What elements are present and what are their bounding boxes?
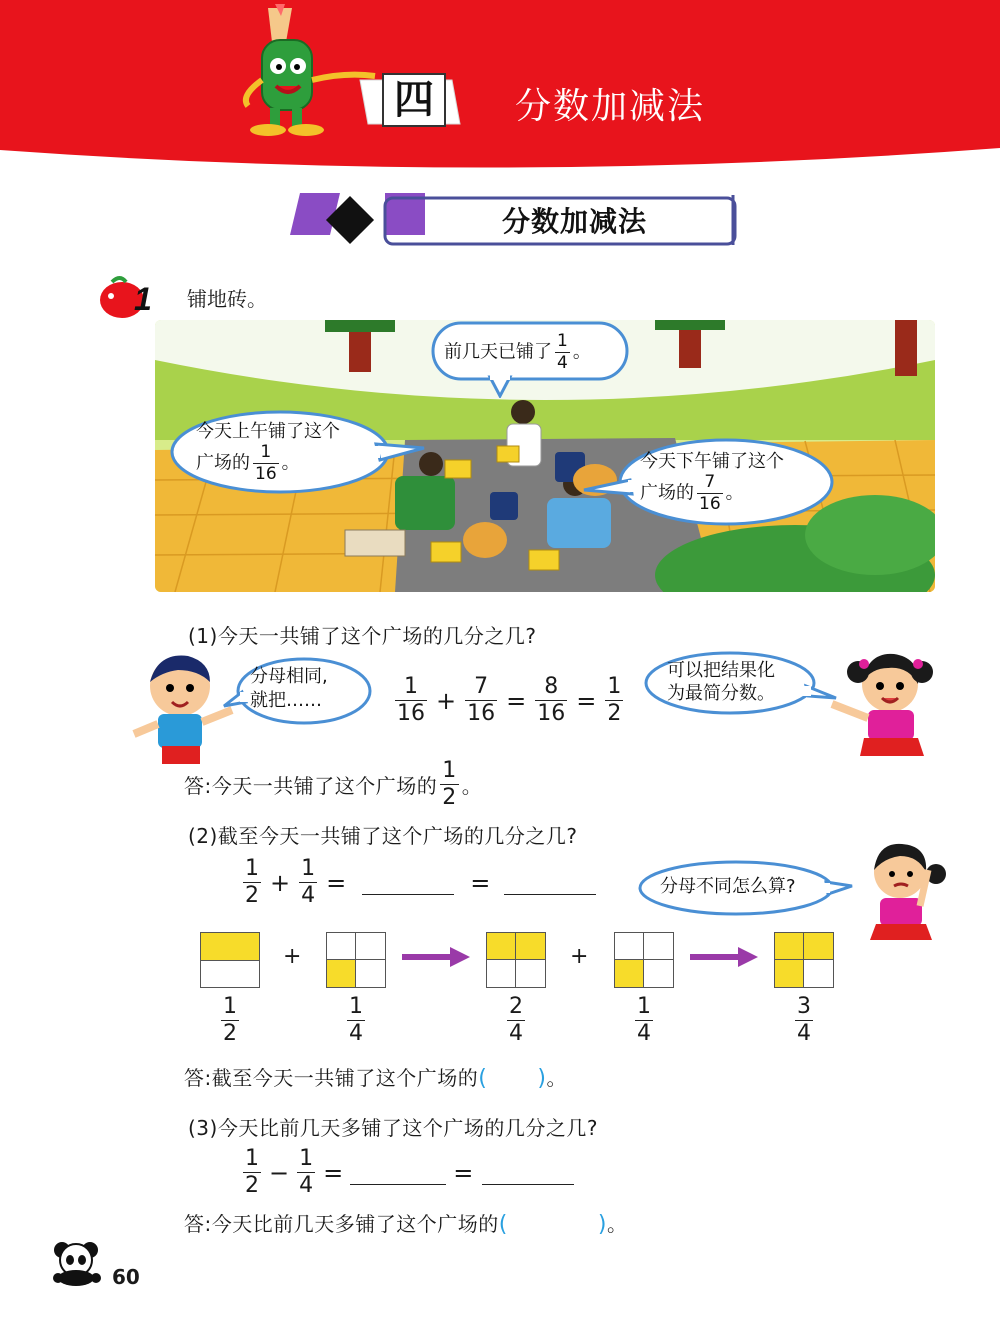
answer-2-end: 。 [546,1066,567,1090]
fraction [297,1148,315,1197]
fraction [299,858,317,907]
equals-sign: = [326,868,347,897]
bubble-left-end: 。 [281,452,300,474]
square-quarter-shaded [326,932,386,988]
answer-1-text: 答:今天一共铺了这个广场的 [184,774,438,798]
answer-blank[interactable] [350,1182,446,1185]
fraction [555,333,570,372]
numerator: 8 [544,674,559,699]
question-2: (2)截至今天一共铺了这个广场的几分之几? [188,824,578,848]
numerator: 7 [474,674,489,699]
numerator: 1 [404,674,418,699]
section-title: 分数加减法 [502,205,648,238]
fraction [605,676,623,725]
bubble-right-line1: 今天下午铺了这个 [640,451,784,472]
square-half-shaded [200,932,260,988]
diagram-label [632,996,656,1045]
girl-thinking-icon [854,836,950,946]
bubble-left-line1: 今天上午铺了这个 [196,421,340,442]
denominator: 4 [301,883,316,908]
denominator: 4 [509,1021,523,1046]
denominator: 16 [397,701,425,726]
bubble-top-text [444,333,591,372]
numerator: 1 [260,442,272,462]
denominator: 4 [797,1021,811,1046]
fraction [243,858,261,907]
answer-blank[interactable] [362,892,454,895]
numerator: 1 [301,856,316,881]
denominator: 2 [442,785,457,810]
numerator: 1 [557,331,568,351]
denominator: 2 [607,701,622,726]
answer-1 [184,760,482,809]
answer-paren-close: ) [597,1212,607,1237]
girl-bubble-line1: 可以把结果化 [667,660,775,681]
numerator: 1 [349,994,363,1019]
panda-icon [48,1240,106,1288]
denominator: 2 [245,1173,259,1198]
fraction [535,676,567,725]
square-two-quarters-shaded [486,932,546,988]
numerator: 1 [607,674,622,699]
numerator: 1 [223,994,237,1019]
denominator: 16 [255,464,277,484]
numerator: 1 [299,1146,314,1171]
plus-sign: + [283,944,302,969]
fraction [395,676,427,725]
bubble-right-text [640,448,784,513]
example-number: 1 [134,281,152,317]
boy-bubble-text [250,665,328,713]
plus-sign: + [270,868,291,897]
answer-1-end: 。 [461,774,483,798]
girl2-bubble-text: 分母不同怎么算? [660,876,796,897]
answer-blank[interactable] [504,892,596,895]
diagram-label [218,996,242,1045]
girl-bubble-line2: 为最简分数。 [667,683,775,704]
page-number: 60 [112,1265,140,1289]
numerator: 1 [442,758,457,783]
answer-paren-open: ( [498,1212,508,1237]
denominator: 2 [245,883,259,908]
denominator: 4 [637,1021,651,1046]
bubble-left-line2: 广场的 [196,452,250,474]
square-three-quarters-shaded [774,932,834,988]
bubble-left-text [196,418,340,483]
arrow-right-icon [400,944,472,970]
denominator: 4 [299,1173,314,1198]
bubble-top-end: 。 [572,341,591,363]
answer-3 [184,1208,627,1237]
fraction [440,760,459,809]
numerator: 7 [704,472,716,492]
q1-equation [392,676,626,725]
fraction [253,444,279,483]
q3-equation [240,1148,574,1197]
fraction [465,676,497,725]
equals-sign: = [323,1158,344,1187]
boy-bubble-line1: 分母相同, [250,666,328,687]
equals-sign: = [453,1158,474,1187]
square-quarter-shaded [614,932,674,988]
answer-2 [184,1062,567,1091]
arrow-right-icon [688,944,760,970]
answer-3-text: 答:今天比前几天多铺了这个广场的 [184,1212,499,1236]
diagram-label [792,996,816,1045]
answer-2-text: 答:截至今天一共铺了这个广场的 [184,1066,479,1090]
girl-character-icon [824,646,944,758]
bubble-top-label: 前几天已铺了 [444,341,552,363]
diagram-label [504,996,528,1045]
numerator: 1 [245,1146,259,1171]
fraction [243,1148,261,1197]
denominator: 16 [699,494,721,514]
fraction [697,474,723,513]
equals-sign: = [506,686,527,715]
example-number-badge [96,274,162,322]
plus-sign: + [436,686,457,715]
q2-equation [240,858,596,907]
denominator: 2 [223,1021,237,1046]
equals-sign: = [576,686,597,715]
answer-paren-close: ) [537,1066,547,1091]
denominator: 16 [537,701,566,726]
numerator: 3 [797,994,811,1019]
numerator: 1 [637,994,651,1019]
answer-blank[interactable] [482,1182,574,1185]
denominator: 4 [349,1021,363,1046]
answer-3-end: 。 [606,1212,628,1236]
chapter-banner [0,0,1000,170]
chapter-title: 分数加减法 [515,86,706,127]
numerator: 1 [245,856,259,881]
example-title: 铺地砖。 [187,287,267,311]
denominator: 4 [557,353,568,373]
girl-bubble-text [667,659,775,705]
minus-sign: − [269,1158,290,1187]
equals-sign: = [470,868,491,897]
bubble-right-end: 。 [725,482,744,504]
diagram-label [344,996,368,1045]
question-3: (3)今天比前几天多铺了这个广场的几分之几? [188,1116,598,1140]
numerator: 2 [509,994,523,1019]
answer-paren-open: ( [478,1066,488,1091]
question-1: (1)今天一共铺了这个广场的几分之几? [188,624,537,648]
plus-sign: + [570,944,589,969]
denominator: 16 [467,701,496,726]
bubble-right-line2: 广场的 [640,482,694,504]
chapter-number: 四 [394,77,434,123]
boy-bubble-line2: 就把…… [250,690,322,711]
